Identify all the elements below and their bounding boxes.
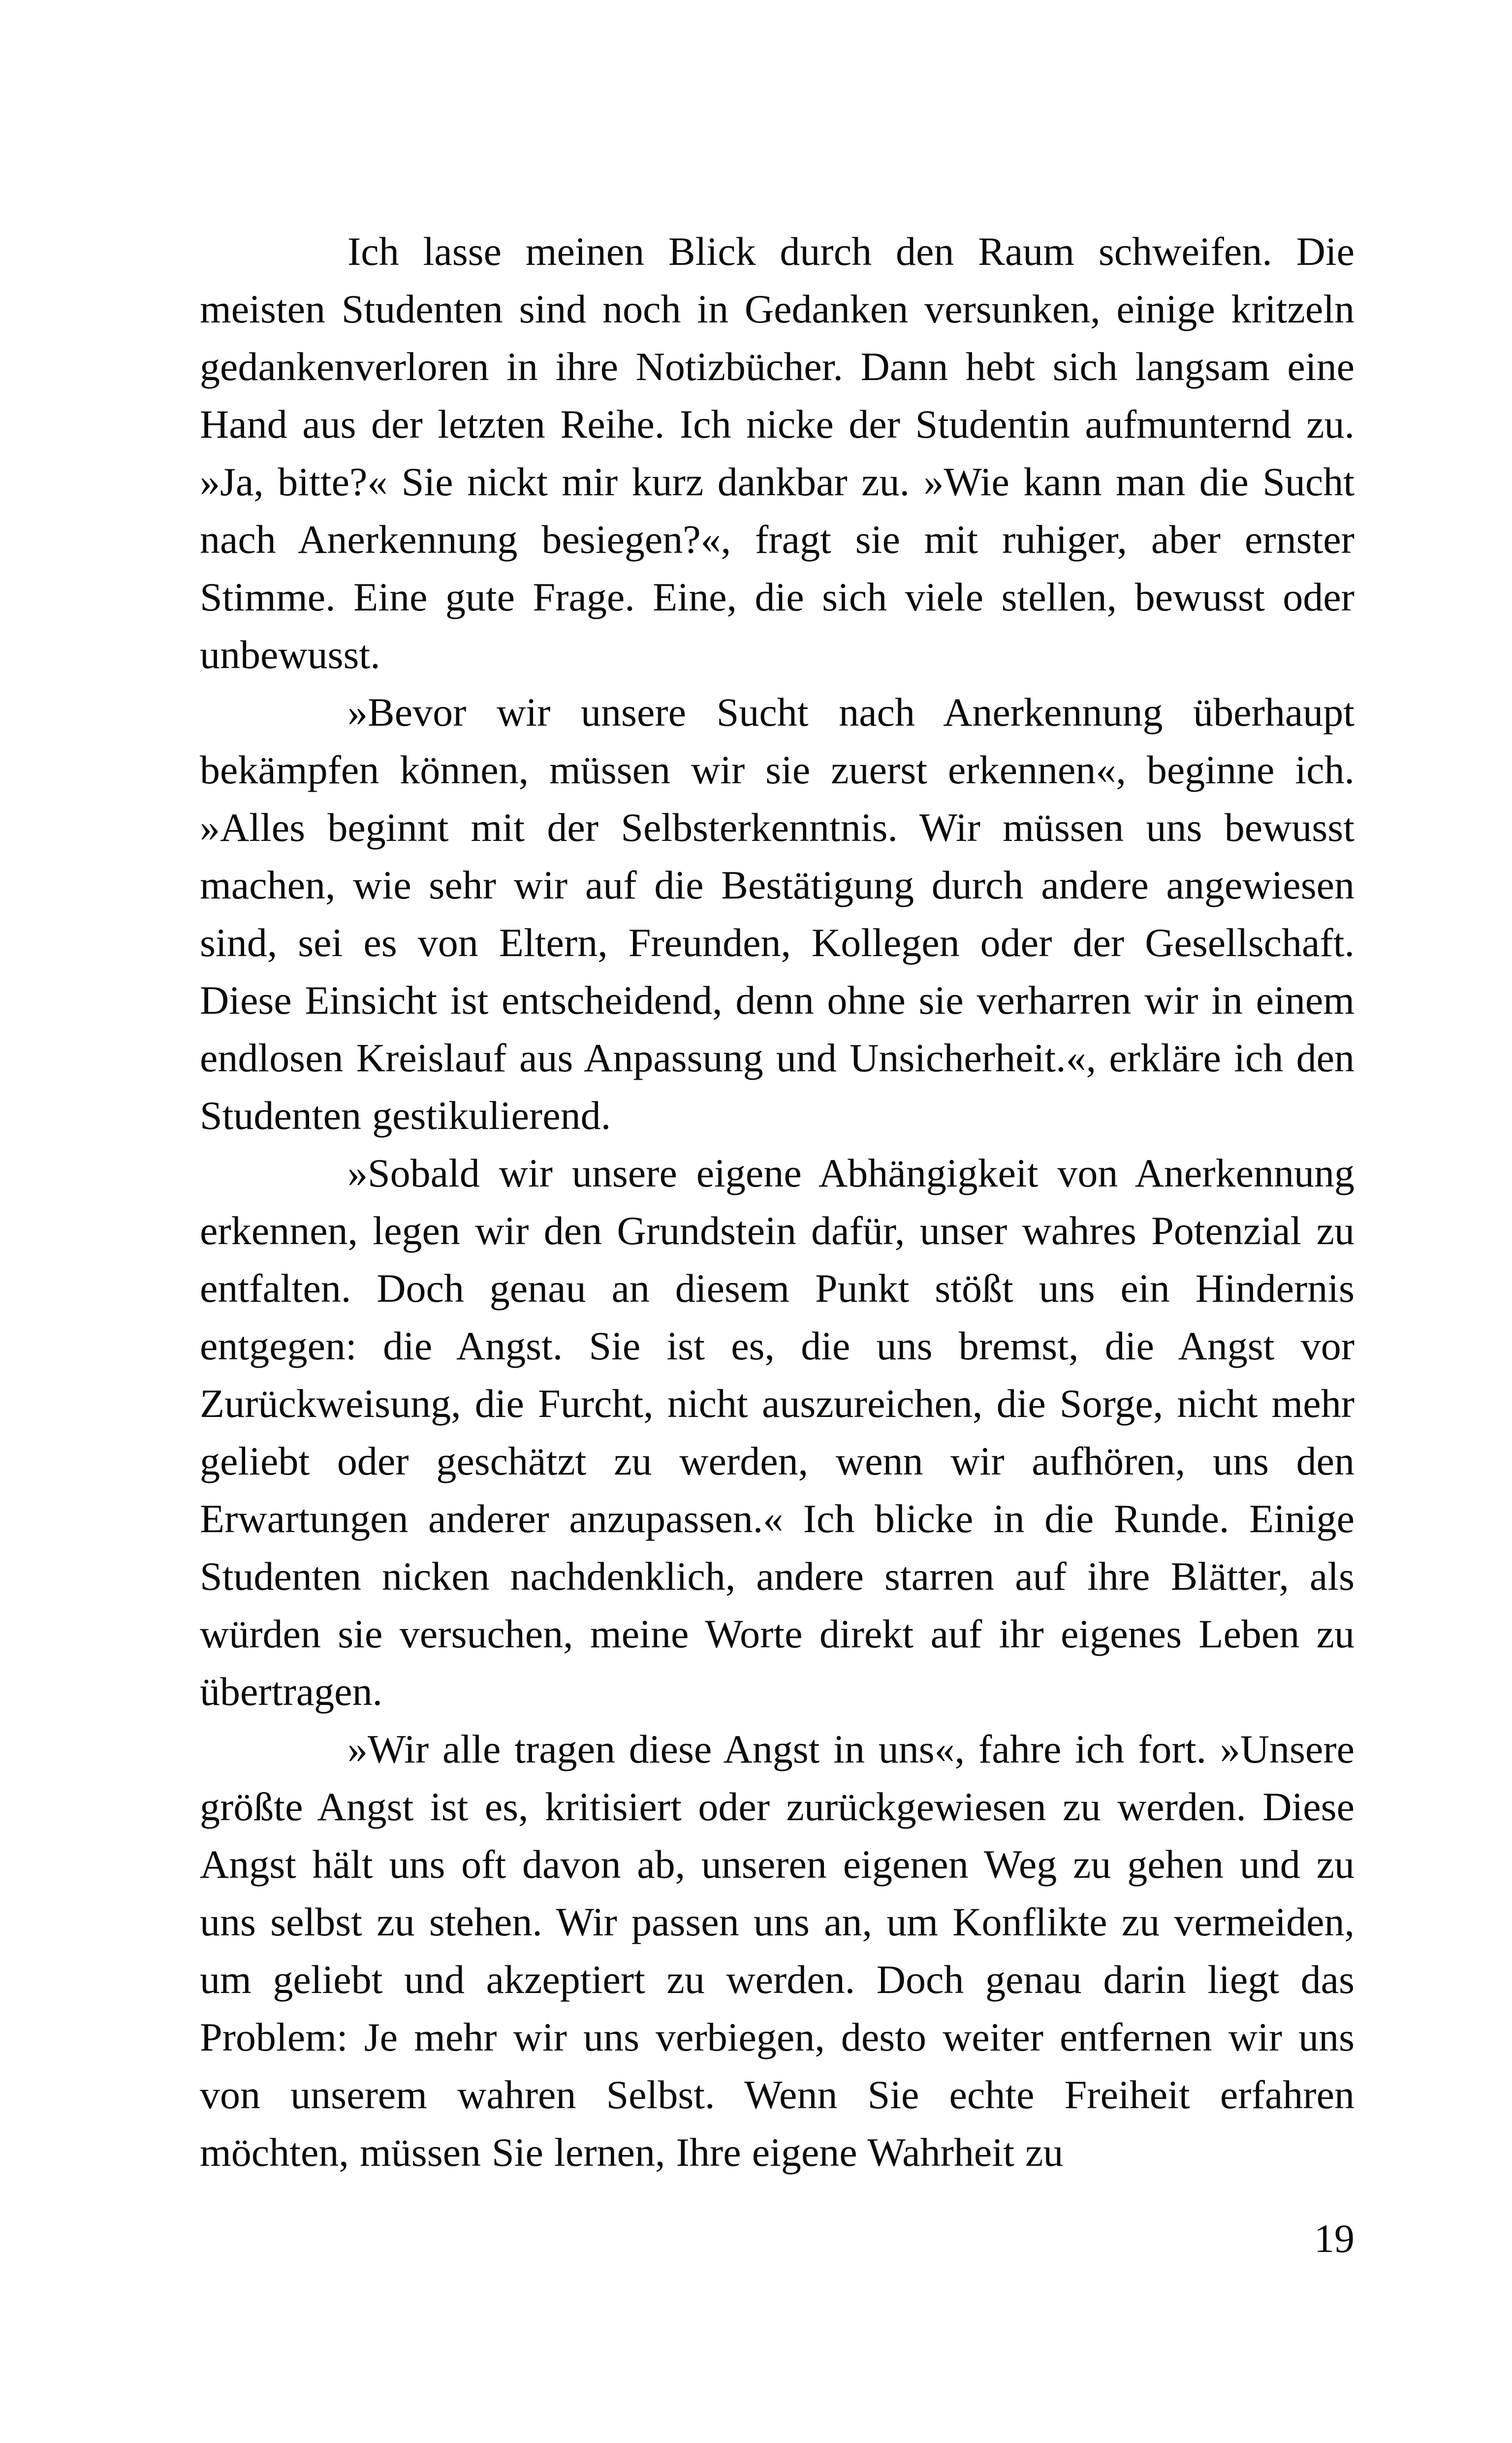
paragraph: »Wir alle tragen diese Angst in uns«, fahre ich fort. »Unsere größte Angst ist es, kritisiert oder zurückgewiesen zu werden. Diese Angst hält uns oft davon ab, unseren eigenen Weg zu gehen und zu uns selbst zu stehen. Wir passen uns an, um Konflikte zu vermeiden, um geliebt und akzeptiert zu werden. Doch genau darin liegt das Problem: Je mehr wir uns verbiegen, desto weiter entfernen wir uns von unserem wahren Selbst. Wenn Sie echte Freiheit erfahren möchten, müssen Sie lernen, Ihre eigene Wahrheit zu: [200, 1727, 1354, 2175]
text-block: [200, 223, 1354, 2267]
paragraph: »Bevor wir unsere Sucht nach Anerkennung überhaupt bekämpfen können, müssen wir sie zuerst erkennen«, beginne ich. »Alles beginnt mit der Selbsterkenntnis. Wir müssen uns bewusst machen, wie sehr wir auf die Bestätigung durch andere angewiesen sind, sei es von Eltern, Freunden, Kollegen oder der Gesellschaft. Diese Einsicht ist entscheidend, denn ohne sie verharren wir in einem endlosen Kreislauf aus Anpassung und Unsicherheit.«, erkläre ich den Studenten gestikulierend.: [200, 690, 1354, 1138]
page-number: 19: [1314, 2216, 1354, 2261]
paragraph: »Sobald wir unsere eigene Abhängigkeit von Anerkennung erkennen, legen wir den Grundstein dafür, unser wahres Potenzial zu entfalten. Doch genau an diesem Punkt stößt uns ein Hindernis entgegen: die Angst. Sie ist es, die uns bremst, die Angst vor Zurückweisung, die Furcht, nicht auszureichen, die Sorge, nicht mehr geliebt oder geschätzt zu werden, wenn wir aufhören, uns den Erwartungen anderer anzupassen.« Ich blicke in die Runde. Einige Studenten nicken nachdenklich, andere starren auf ihre Blätter, als würden sie versuchen, meine Worte direkt auf ihr eigenes Leben zu übertragen.: [200, 1151, 1354, 1714]
paragraph: Ich lasse meinen Blick durch den Raum schweifen. Die meisten Studenten sind noch in Gedanken versunken, einige kritzeln gedankenverloren in ihre Notizbücher. Dann hebt sich langsam eine Hand aus der letzten Reihe. Ich nicke der Studentin aufmunternd zu. »Ja, bitte?« Sie nickt mir kurz dankbar zu. »Wie kann man die Sucht nach Anerkennung besiegen?«, fragt sie mit ruhiger, aber ernster Stimme. Eine gute Frage. Eine, die sich viele stellen, bewusst oder unbewusst.: [200, 229, 1354, 677]
